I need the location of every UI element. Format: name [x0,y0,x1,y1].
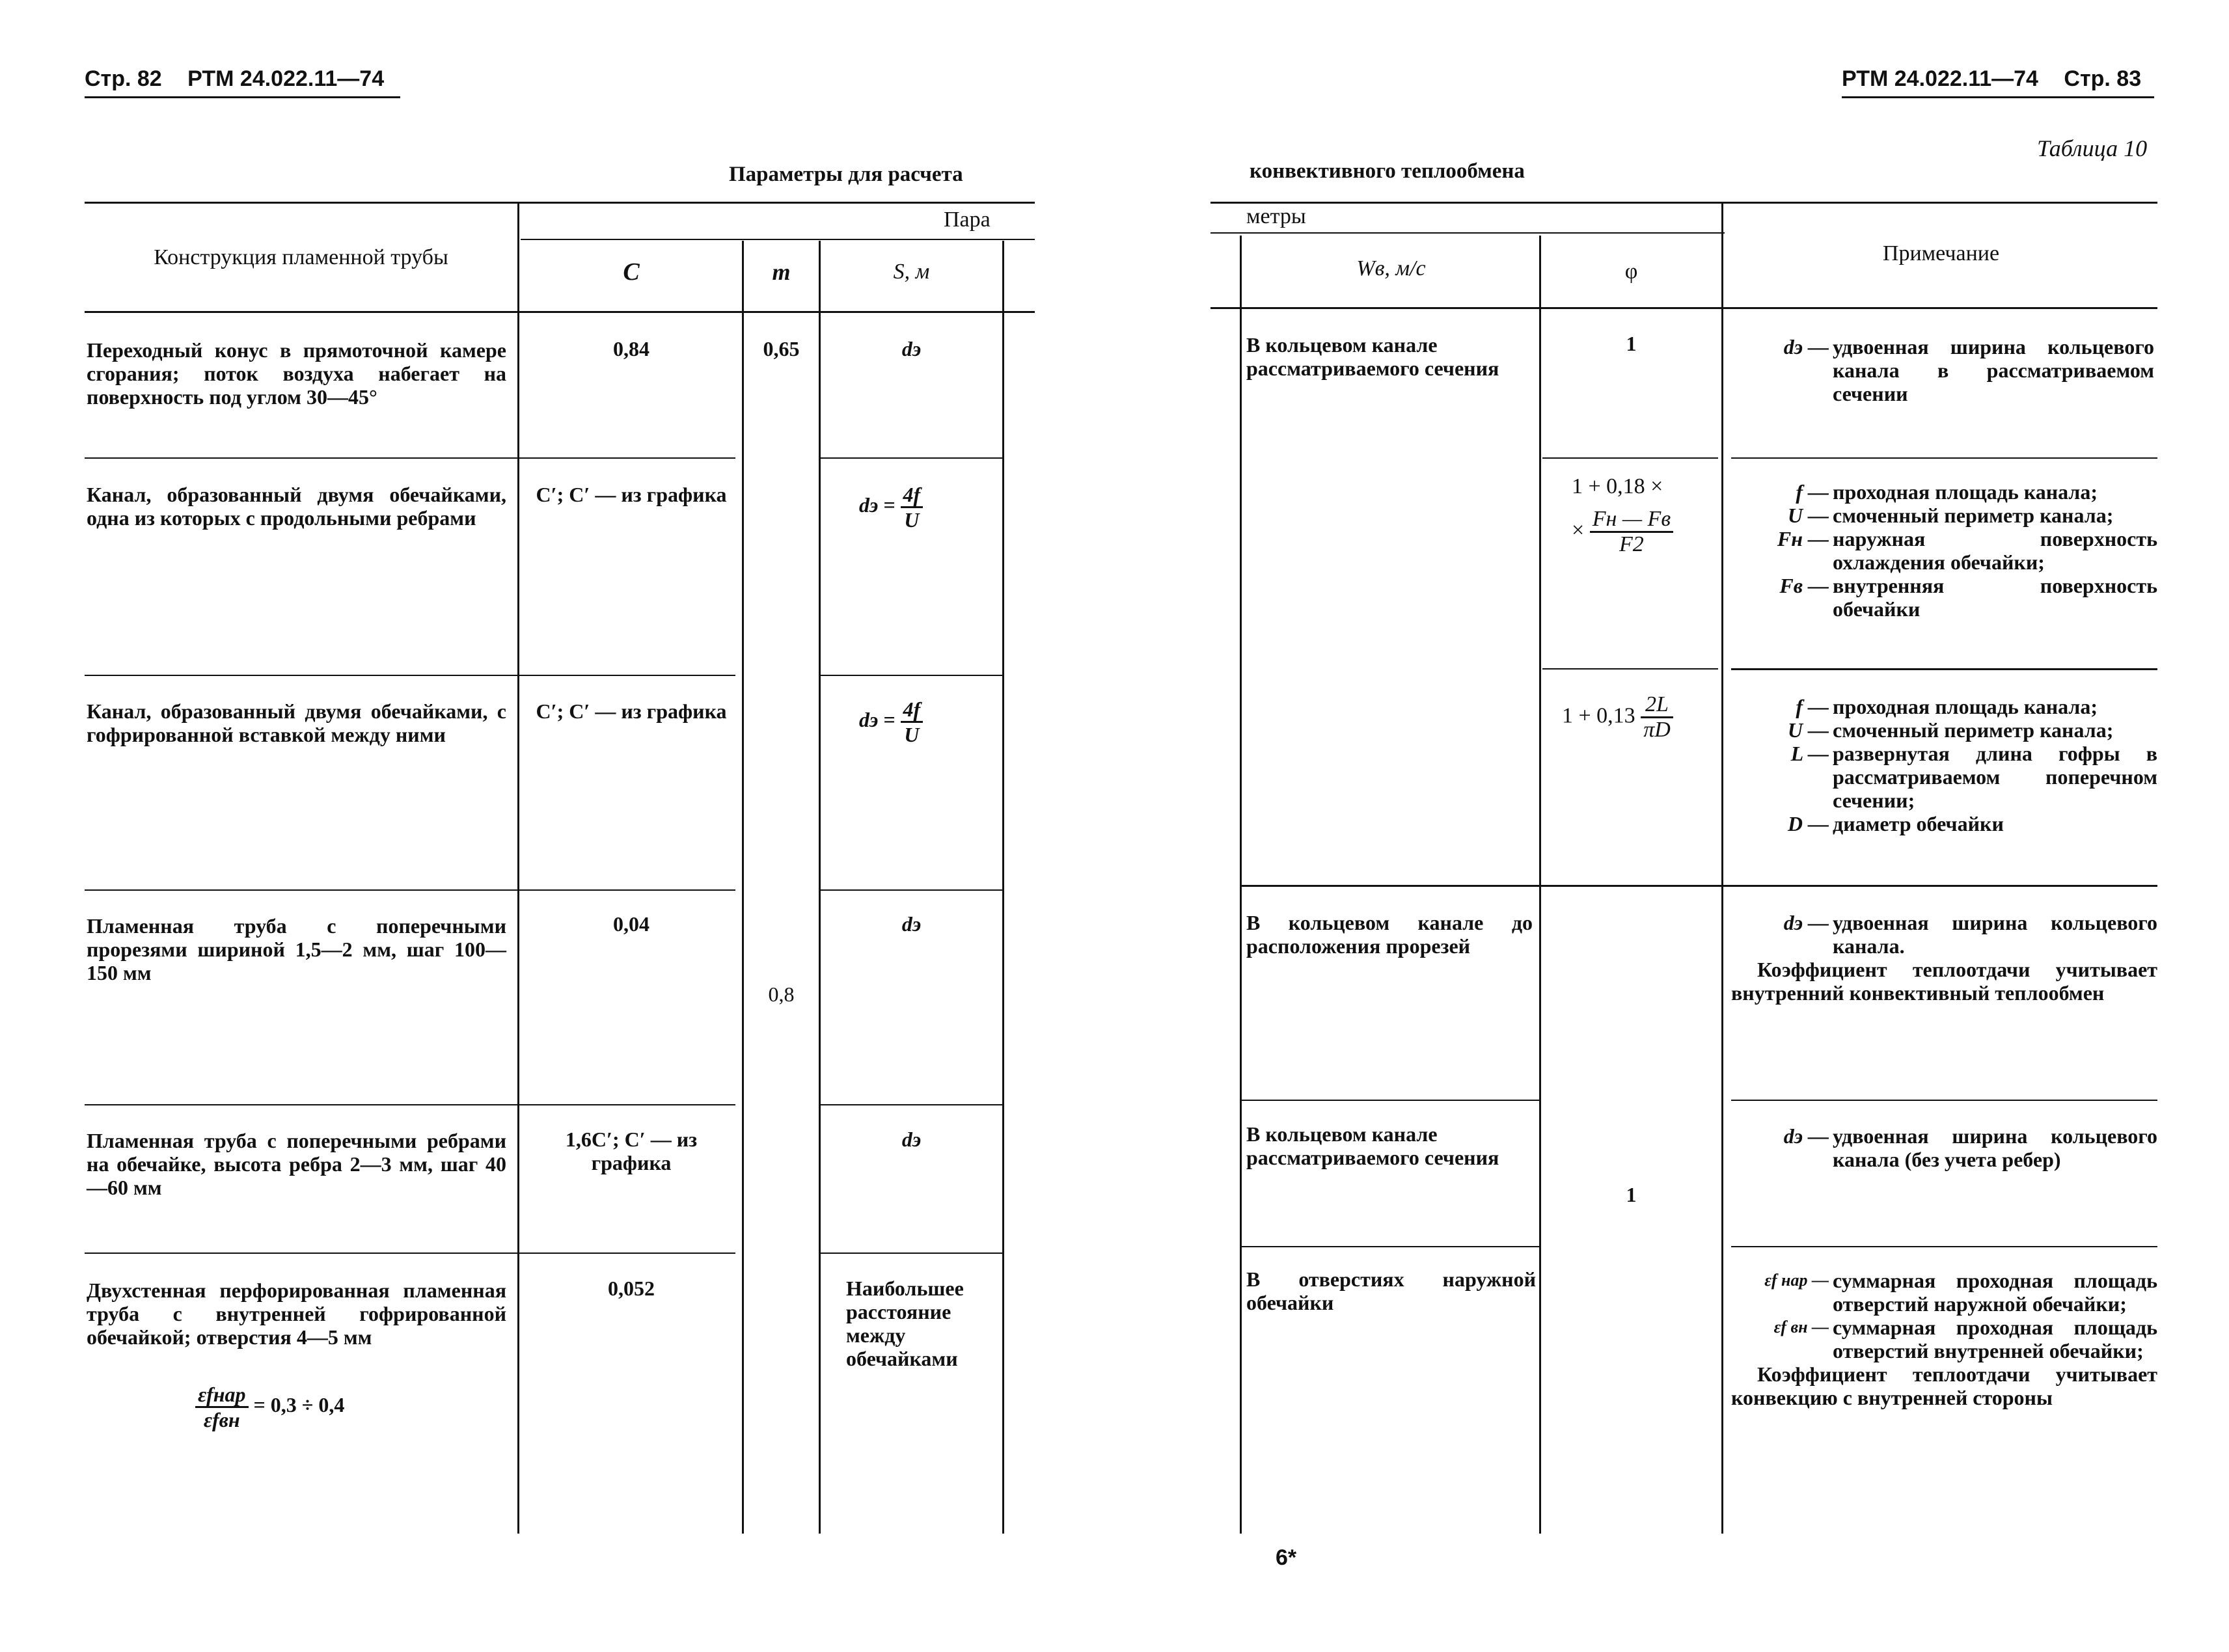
row1-s: dэ [901,337,922,360]
col-header-s: S, м [893,260,930,284]
col-header-construction: Конструкция пламенной трубы [154,245,448,269]
row1-w: В кольцевом канале рассматриваемого сечения [1246,333,1499,380]
row6-s: Наибольшее расстояние между обечайками [846,1277,964,1370]
row3-construction: Канал, образованный двумя обечайками, с гофрированной вставкой между ними [87,699,506,746]
caption-part1: Параметры для расчета [729,163,963,186]
right-doc-code: РТМ 24.022.11—74 [1842,66,2038,91]
row1-m: 0,65 [763,337,800,360]
phi-merged: 1 [1626,1183,1637,1206]
row1-construction: Переходный конус в прямоточной камере сгорания; поток воздуха набегает на поверхность под углом 30—45° [87,338,506,409]
row6-construction: Двухстенная перфорированная пламенная труба с внутренней гофрированной обечайкой; отверстия 4—5 мм [87,1279,506,1349]
col-header-phi: φ [1624,260,1638,284]
right-page-header [1842,66,2141,92]
row6-notes: εf нар — суммарная проходная площадь отверстий наружной обечайки; εf вн — суммарная проходная площадь отверстий внутренней обечайки; Коэффициент теплоотдачи учитывает конвекцию с внутренней стороны [1731,1269,2157,1409]
col-header-m: m [772,259,791,285]
row2-construction: Канал, образованный двумя обечайками, одна из которых с продольными ребрами [87,483,506,530]
col-header-note: Примечание [1882,241,2000,265]
left-page-number: Стр. 82 [85,66,162,91]
col-header-c: C [623,258,640,286]
row3-s-formula: dэ = $\frac{4f}{U}$ [859,697,923,746]
left-doc-code: РТМ 24.022.11—74 [187,66,385,91]
row2-notes: f — проходная площадь канала; U — смоченный периметр канала; Fн — наружная поверхность охлаждения обечайки; Fв — внутренняя поверхность обечайки [1777,480,2157,621]
caption-part2: конвективного теплообмена [1250,159,1525,183]
row1-c: 0,84 [613,337,650,360]
right-page-number: Стр. 83 [2064,66,2142,91]
row5-s: dэ [901,1128,922,1151]
row6-w: В отверстиях наружной обечайки [1246,1267,1536,1314]
col-header-params-left: Пара [944,208,991,232]
row2-phi-formula: 1 + 0,18 × × $\frac{Fн — Fв}{F2}$ [1572,475,1721,556]
row4-notes: dэ — удвоенная ширина кольцевого канала. Коэффициент теплоотдачи учитывает внутренний конвективный теплообмен [1731,911,2157,1005]
row5-notes: dэ — удвоенная ширина кольцевого канала (без учета ребер) [1783,1124,2157,1171]
row4-construction: Пламенная труба с поперечными прорезями шириной 1,5—2 мм, шаг 100—150 мм [87,914,506,984]
m-merged: 0,8 [768,982,795,1006]
row5-construction: Пламенная труба с поперечными ребрами на обечайке, высота ребра 2—3 мм, шаг 40—60 мм [87,1129,506,1199]
row2-c: C′; C′ — из графика [536,483,727,506]
row4-s: dэ [901,912,922,936]
row6-c: 0,052 [608,1277,655,1300]
row2-s-formula: dэ = $\frac{4f}{U}$ [859,483,923,532]
row1-phi: 1 [1626,332,1637,355]
row4-w: В кольцевом канале до расположения прорезей [1246,911,1533,958]
table-number: Таблица 10 [2037,135,2148,161]
row5-w: В кольцевом канале рассматриваемого сечения [1246,1122,1499,1169]
row3-notes: f — проходная площадь канала; U — смоченный периметр канала; L — развернутая длина гофры в рассматриваемом поперечном сечении; D — диаметр обечайки [1787,695,2157,835]
col-header-w: Wв, м/с [1356,256,1426,280]
row3-phi-formula: 1 + 0,13 $\frac{2L}{\pi D}$ [1562,693,1721,742]
page-footer: 6* [1276,1545,1297,1570]
left-page-header [85,66,384,92]
row5-c: 1,6C′; C′ — из графика [565,1128,698,1174]
row1-notes: dэ — удвоенная ширина кольцевого канала в рассматриваемом сечении [1783,335,2154,405]
row4-c: 0,04 [613,912,650,936]
col-header-params-right: метры [1246,204,1306,228]
row3-c: C′; C′ — из графика [536,699,727,723]
row6-formula: $\frac{\text{εfнар}}{\text{εfвн}}$ = 0,3 ÷ 0,4 [195,1383,344,1431]
